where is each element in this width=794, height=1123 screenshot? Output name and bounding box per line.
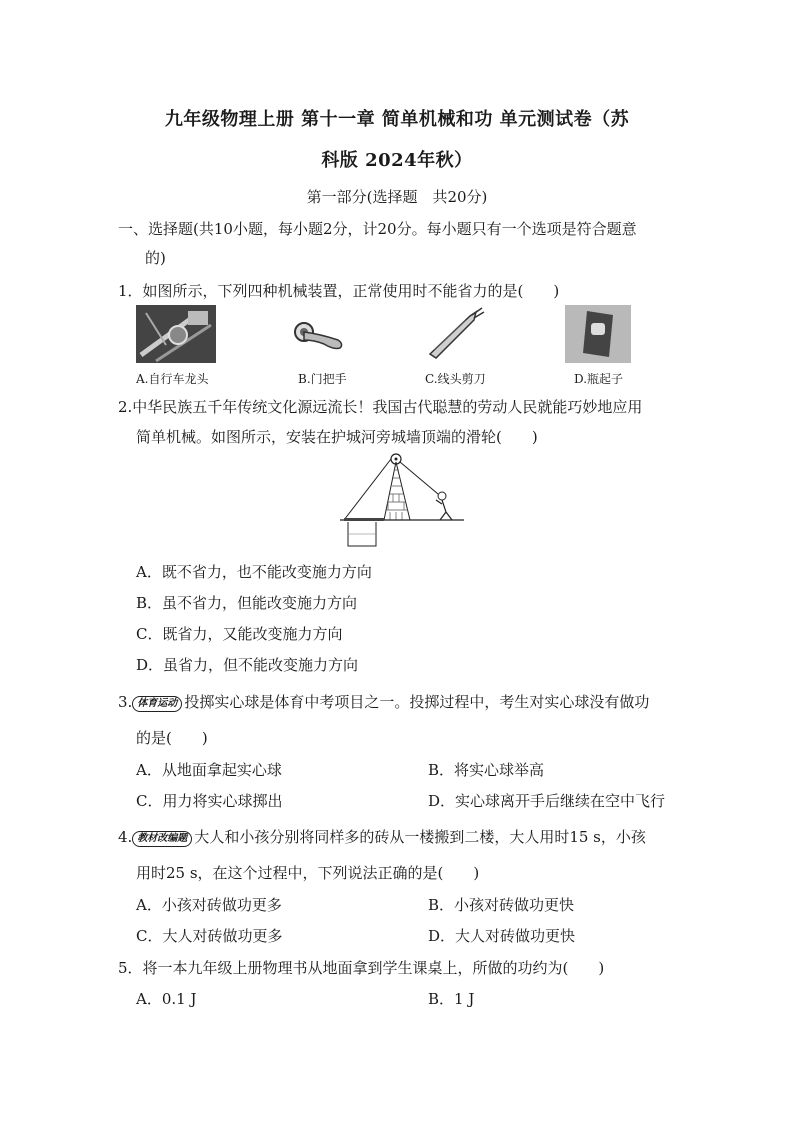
page-title-line2: 科版 2024年秋） <box>321 150 473 171</box>
question-4-number: 4. <box>118 828 133 846</box>
option-a-caption: A.自行车龙头 <box>136 372 209 386</box>
question-3-text: 投掷实心球是体育中考项目之一。投掷过程中，考生对实心球没有做功 <box>184 693 650 711</box>
question-2-option-b: B．虽不省力，但能改变施力方向 <box>136 594 358 612</box>
question-1-stem: 1．如图所示，下列四种机械装置，正常使用时不能省力的是( ) <box>118 282 560 300</box>
question-4-option-a: A．小孩对砖做功更多 <box>136 896 282 914</box>
question-5-stem: 5．将一本九年级上册物理书从地面拿到学生课桌上，所做的功约为( ) <box>118 959 605 977</box>
option-b-caption: B.门把手 <box>298 372 347 386</box>
section-heading-cont: 的) <box>145 249 166 267</box>
door-handle-image <box>290 318 346 354</box>
question-4-option-d: D．大人对砖做功更快 <box>428 927 576 945</box>
part-heading: 第一部分(选择题 共20分) <box>306 188 488 206</box>
question-2-line2: 简单机械。如图所示，安装在护城河旁城墙顶端的滑轮( ) <box>136 428 538 446</box>
question-4-text: 大人和小孩分别将同样多的砖从一楼搬到二楼，大人用时15 s，小孩 <box>194 828 646 846</box>
textbook-adapted-tag-badge: 教材改编题 <box>132 831 192 847</box>
bottle-opener-image <box>565 305 631 363</box>
question-3-line1 <box>118 691 649 712</box>
question-3-option-a: A．从地面拿起实心球 <box>136 761 282 779</box>
question-2-option-d: D．虽省力，但不能改变施力方向 <box>136 656 359 674</box>
sports-tag-badge: 体育运动 <box>132 696 182 712</box>
question-2-option-a: A．既不省力，也不能改变施力方向 <box>136 563 372 581</box>
pulley-wall-diagram <box>330 452 470 550</box>
question-5-option-b: B．1 J <box>428 990 475 1008</box>
question-3-number: 3. <box>118 693 133 711</box>
question-4-line1 <box>118 826 646 847</box>
question-3-line2: 的是( ) <box>136 729 208 747</box>
option-c-caption: C.线头剪刀 <box>425 372 486 386</box>
question-4-line2: 用时25 s，在这个过程中，下列说法正确的是( ) <box>136 864 480 882</box>
thread-scissors-image <box>424 306 486 360</box>
question-2-line1: 2.中华民族五千年传统文化源远流长！我国古代聪慧的劳动人民就能巧妙地应用 <box>118 398 643 416</box>
page-title-line1: 九年级物理上册 第十一章 简单机械和功 单元测试卷（苏 <box>164 109 630 130</box>
question-3-option-d: D．实心球离开手后继续在空中飞行 <box>428 792 666 810</box>
bicycle-handlebar-image <box>136 305 216 363</box>
option-d-caption: D.瓶起子 <box>574 372 624 386</box>
question-3-option-b: B．将实心球举高 <box>428 761 545 779</box>
question-2-option-c: C．既省力，又能改变施力方向 <box>136 625 343 643</box>
question-4-option-c: C．大人对砖做功更多 <box>136 927 283 945</box>
question-4-option-b: B．小孩对砖做功更快 <box>428 896 575 914</box>
section-heading: 一、选择题(共10小题，每小题2分，计20分。每小题只有一个选项是符合题意 <box>118 220 637 238</box>
question-5-option-a: A．0.1 J <box>136 990 197 1008</box>
question-3-option-c: C．用力将实心球掷出 <box>136 792 283 810</box>
